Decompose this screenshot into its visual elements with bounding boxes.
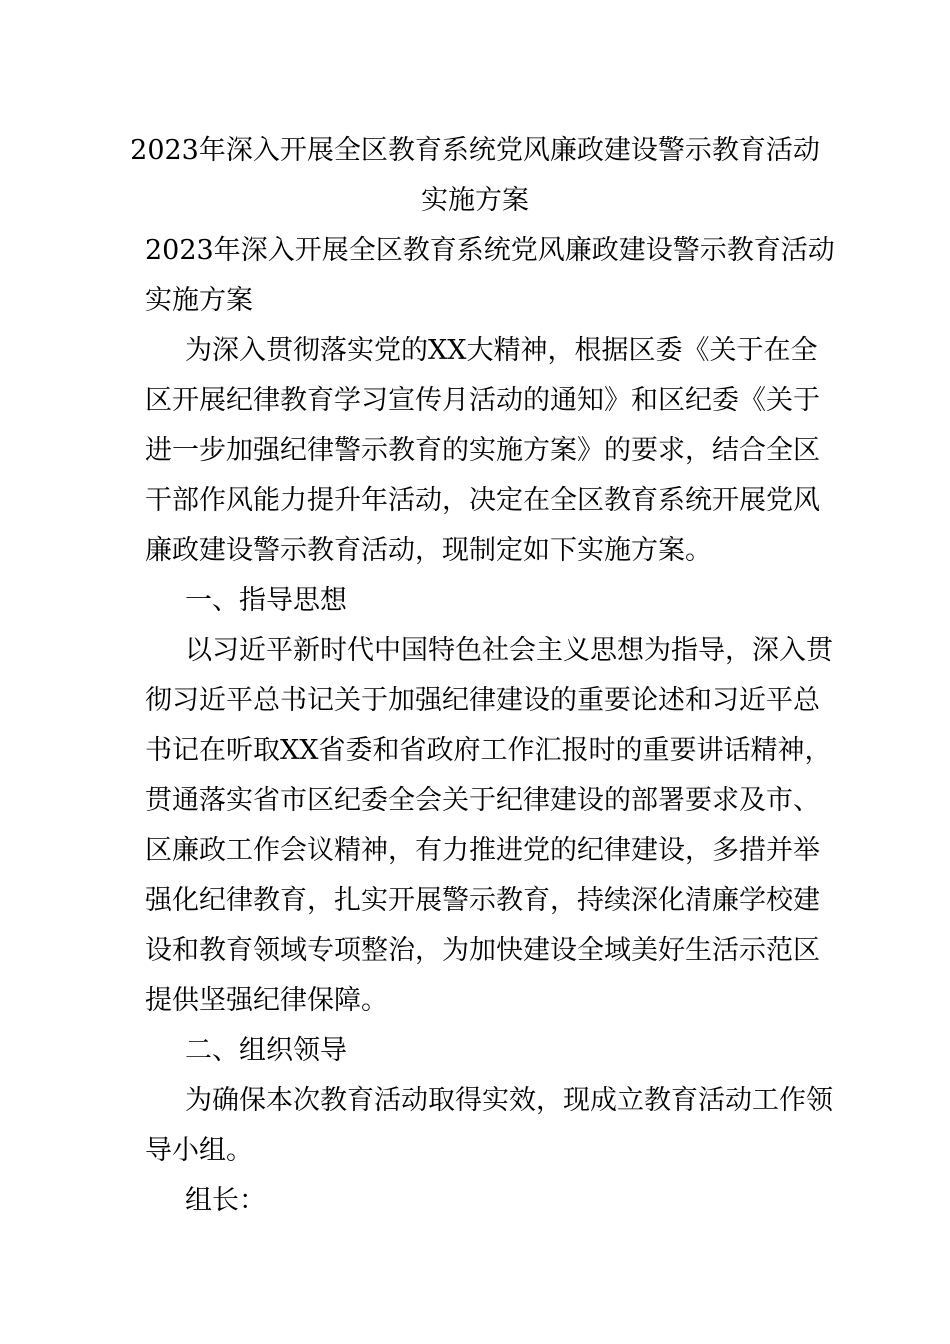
paragraph-line: 区开展纪律教育学习宣传月活动的通知》和区纪委《关于 xyxy=(145,385,820,416)
section-heading-guiding-thought: 一、指导思想 xyxy=(185,585,347,616)
paragraph-line: 廉政建设警示教育活动，现制定如下实施方案。 xyxy=(145,535,712,566)
paragraph-line: 导小组。 xyxy=(145,1135,253,1166)
section-heading-organization: 二、组织领导 xyxy=(185,1035,347,1066)
paragraph-line: 干部作风能力提升年活动，决定在全区教育系统开展党风 xyxy=(145,485,820,516)
document-title-line-2: 实施方案 xyxy=(421,185,529,216)
paragraph-line: 为确保本次教育活动取得实效，现成立教育活动工作领 xyxy=(185,1085,833,1116)
paragraph-line: 设和教育领域专项整治，为加快建设全域美好生活示范区 xyxy=(145,935,820,966)
document-title-line-1: 2023年深入开展全区教育系统党风廉政建设警示教育活动 xyxy=(130,135,820,166)
paragraph-line: 强化纪律教育，扎实开展警示教育，持续深化清廉学校建 xyxy=(145,885,820,916)
paragraph-line: 为深入贯彻落实党的XX大精神，根据区委《关于在全 xyxy=(185,335,818,366)
paragraph-line: 以习近平新时代中国特色社会主义思想为指导，深入贯 xyxy=(185,635,833,666)
paragraph-line: 进一步加强纪律警示教育的实施方案》的要求，结合全区 xyxy=(145,435,820,466)
paragraph-line: 区廉政工作会议精神，有力推进党的纪律建设，多措并举 xyxy=(145,835,820,866)
paragraph-line: 书记在听取XX省委和省政府工作汇报时的重要讲话精神， xyxy=(145,735,832,766)
paragraph-line: 提供坚强纪律保障。 xyxy=(145,985,388,1016)
paragraph-line: 彻习近平总书记关于加强纪律建设的重要论述和习近平总 xyxy=(145,685,820,716)
subtitle-line-2: 实施方案 xyxy=(145,285,253,316)
subtitle-line-1: 2023年深入开展全区教育系统党风廉政建设警示教育活动 xyxy=(145,235,835,266)
group-leader-label: 组长： xyxy=(185,1185,266,1216)
paragraph-line: 贯通落实省市区纪委全会关于纪律建设的部署要求及市、 xyxy=(145,785,820,816)
